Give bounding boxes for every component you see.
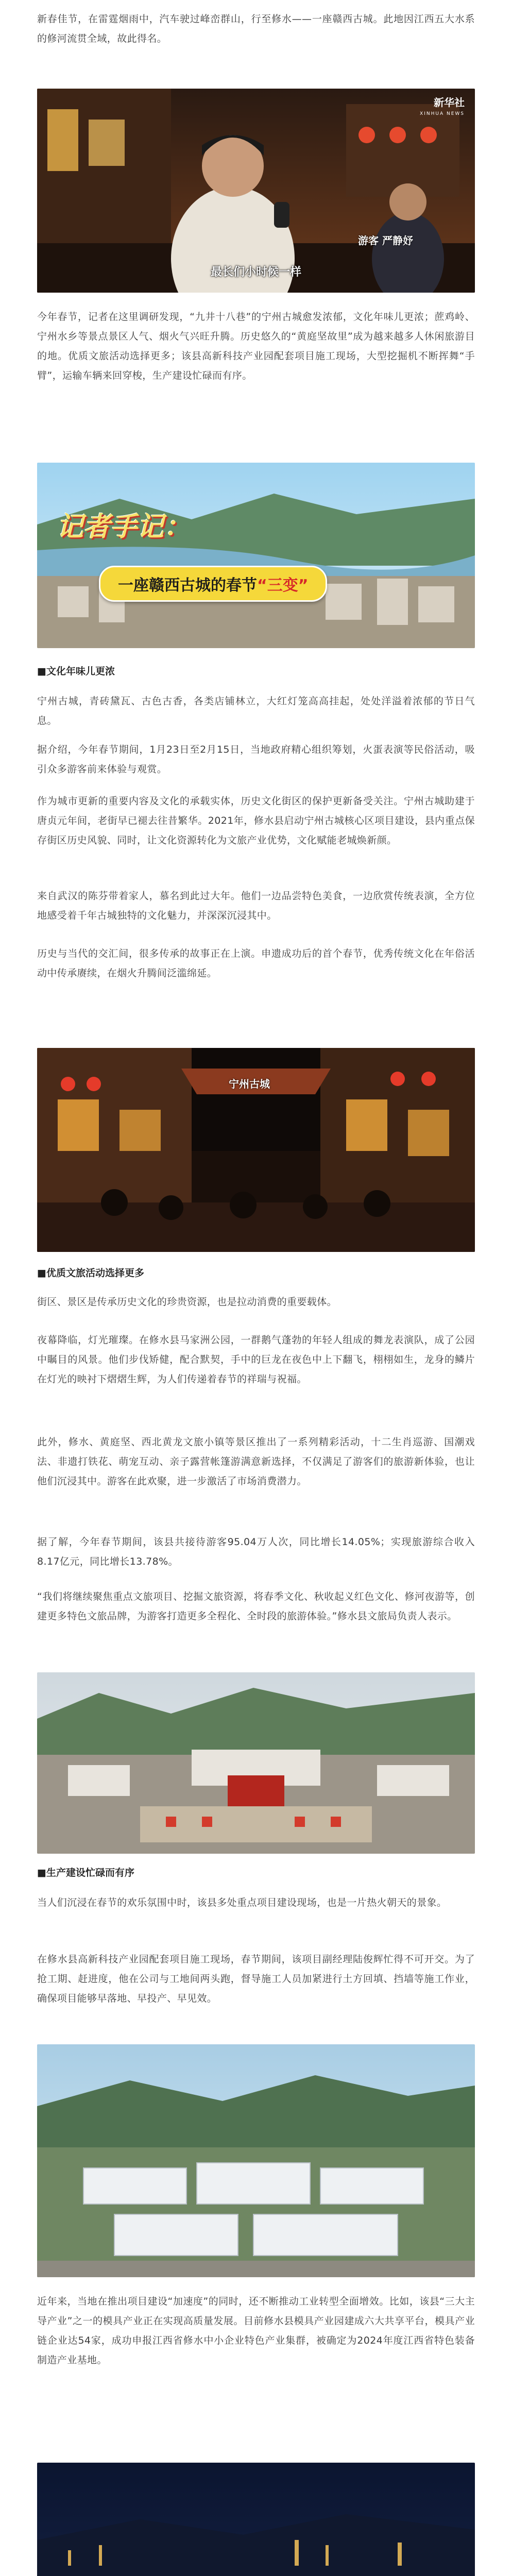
- tourism-paragraph-5: “我们将继续聚焦重点文旅项目、挖掘文旅资源，将春季文化、秋收起义红色文化、修河夜游等，创建更多特色文旅品牌，为游客打造更多全程化、全时段的旅游体验。”修水县文旅局负责人表示。: [37, 1591, 475, 1622]
- photo-county-plaza: [37, 1672, 475, 1854]
- production-paragraph-1: 当人们沉浸在春节的欢乐氛围中时，该县多处重点项目建设现场，也是一片热火朝天的景象。: [37, 1897, 447, 1908]
- reporter-notes-banner: [37, 463, 475, 648]
- culture-paragraph-1: 宁州古城，青砖黛瓦、古色古香，各类店铺林立，大红灯笼高高挂起，处处洋溢着浓郁的节日气息。: [37, 696, 475, 726]
- tourism-paragraph-2: 夜幕降临，灯光璀璨。在修水县马家洲公园，一群鹅气蓬勃的年轻人组成的舞龙表演队，成了公园中瞩目的风景。他们步伐矫健，配合默契，手中的巨龙在夜色中上下翻飞，栩栩如生，龙身的鳞片在灯光的映衬下熠熠生辉，为人们传递着春节的祥瑞与祝福。: [37, 1334, 475, 1385]
- production-paragraph-2: 在修水县高新科技产业园配套项目施工现场，春节期间，该项目副经理陆俊辉忙得不可开交。为了抢工期、赶进度，他在公司与工地间两头跑，督导施工人员加紧进行土方回填、挡墙等施工作业，确保项目能够早落地、早投产、早见效。: [37, 1954, 475, 2004]
- section-heading-tourism: ■优质文旅活动选择更多: [37, 1267, 144, 1279]
- photo-ningzhou-old-town: [37, 1048, 475, 1252]
- night-street-scene: [37, 89, 475, 293]
- tourism-paragraph-4: 据了解，今年春节期间，该县共接待游客95.04万人次，同比增长14.05%；实现旅游综合收入8.17亿元，同比增长13.78%。: [37, 1536, 475, 1567]
- tourism-paragraph-3: 此外，修水、黄庭坚、西北黄龙文旅小镇等景区推出了一系列精彩活动，十二生肖巡游、国潮戏法、非遗打铁花、萌宠互动、亲子露营帐篷游满意新选择，不仅满足了游客们的旅游新体验，也让他们沉浸其中。游客在此欢聚，进一步激活了市场消费潜力。: [37, 1436, 475, 1487]
- aerial-factory-buildings: [37, 2044, 475, 2277]
- old-town-sign: 宁州古城: [229, 1078, 270, 1090]
- video-still-tourist-interview[interactable]: [37, 89, 475, 293]
- culture-paragraph-4: 来自武汉的陈芬带着家人，慕名到此过大年。他们一边品尝特色美食，一边欣赏传统表演，全方位地感受着千年古城独特的文化魅力，并深深沉浸其中。: [37, 890, 475, 921]
- night-city-aerial: [37, 2463, 475, 2576]
- intro-paragraph-2: 今年春节，记者在这里调研发现，“九井十八巷”的宁州古城愈发浓郁，文化年味儿更浓；蔗鸡岭、宁州水乡等景点景区人气、烟火气兴旺升腾。历史悠久的“黄庭坚故里”成为越来越多人休闲旅游目的地。优质文旅活动选择更多；该县高新科技产业园配套项目施工现场，大型挖掘机不断挥舞“手臂”，运输车辆来回穿梭，生产建设忙碌而有序。: [37, 311, 475, 381]
- section-heading-culture: ■文化年味儿更浓: [37, 666, 115, 677]
- culture-paragraph-3: 作为城市更新的重要内容及文化的承载实体，历史文化街区的保护更新备受关注。宁州古城助建于唐贞元年间，老街早已褪去往昔繁华。2021年，修水县启动宁州古城核心区项目建设，县内重点保存街区历史风貌、同时，让文化资源转化为文旅产业优势，文化赋能老城焕新颜。: [37, 795, 475, 846]
- photo-night-county-town: [37, 2463, 475, 2576]
- aerial-river-town: [37, 463, 475, 648]
- aerial-plaza-mountains: [37, 1672, 475, 1854]
- video-subtitle: 最长们小时候一样: [210, 266, 302, 279]
- section-heading-production: ■生产建设忙碌而有序: [37, 1867, 134, 1878]
- tourism-paragraph-1: 街区、景区是传承历史文化的珍贵资源，也是拉动消费的重要载体。: [37, 1296, 337, 1308]
- culture-paragraph-5: 历史与当代的交汇间，很多传承的故事正在上演。申遗成功后的首个春节，优秀传统文化在年俗活动中传承赓续，在烟火升腾间泛滥绵延。: [37, 948, 475, 979]
- photo-industrial-park: [37, 2044, 475, 2277]
- xinhua-logo: 新华社 XINHUA NEWS: [420, 96, 465, 116]
- intro-paragraph-1: 新春佳节，在雷霆烟雨中，汽车驶过峰峦群山，行至修水——一座赣西古城。此地因江西五大水系的修河流贯全域，故此得名。: [37, 13, 475, 44]
- culture-paragraph-2: 据介绍，今年春节期间，1月23日至2月15日，当地政府精心组织筹划，火蛋表演等民俗活动，吸引众多游客前来体验与观赏。: [37, 744, 475, 775]
- speaker-label: 游客 严静妤: [358, 234, 413, 247]
- production-paragraph-3: 近年来，当地在推出项目建设“加速度”的同时，还不断推动工业转型全面增效。比如，该县“三大主导产业”之一的模具产业正在实现高质量发展。目前修水县模具产业园建成六大共享平台，模具产业链企业达54家，成功申报江西省修水中小企业特色产业集群，被确定为2024年度江西省特色装备制造产业基地。: [37, 2296, 475, 2366]
- banner-subtitle: 一座赣西古城的春节“三变”: [99, 566, 327, 602]
- banner-title: 记者手记：: [57, 512, 191, 543]
